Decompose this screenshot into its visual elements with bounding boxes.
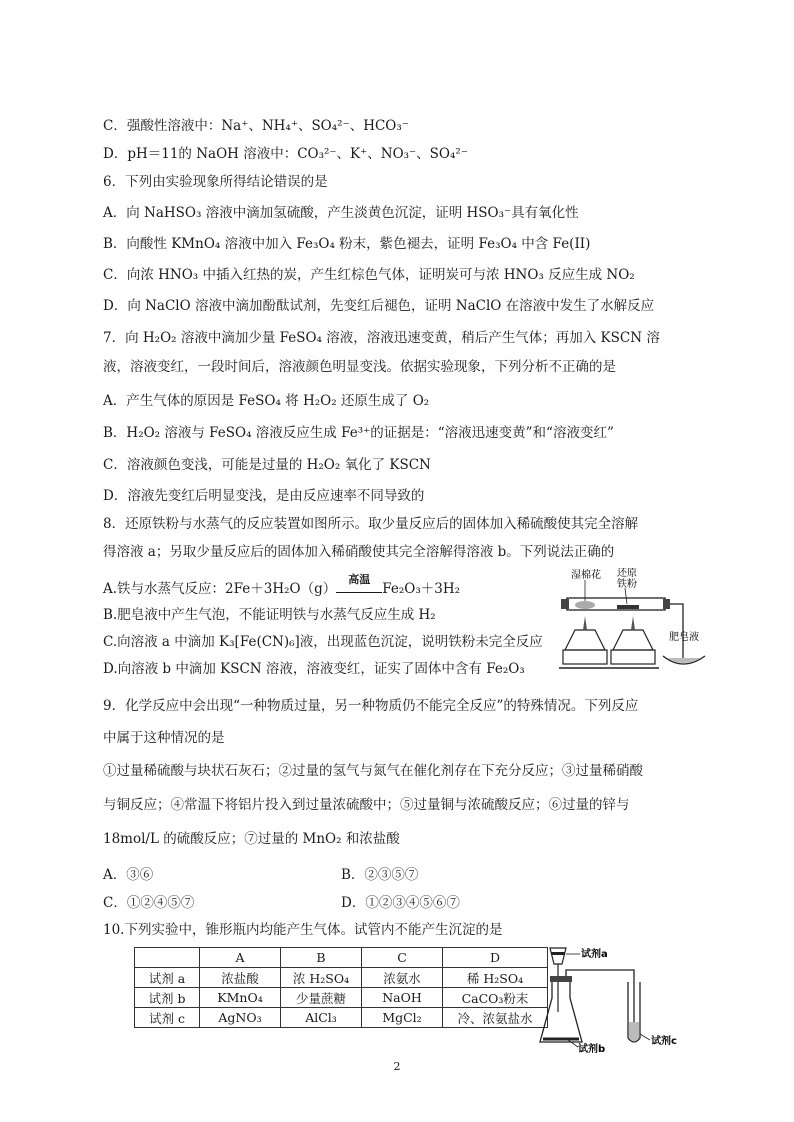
flask-test-tube-apparatus-figure [538,942,698,1054]
q7-stem-line1: 7．向 H₂O₂ 溶液中滴加少量 FeSO₄ 溶液，溶液迅速变黄，稍后产生气体；再加入 KSCN 溶 [103,330,660,346]
q9-option-a: A．③⑥ [103,867,154,883]
delivery-tube [566,970,634,1034]
label-reagent-b: 试剂b [578,1044,606,1054]
funnel-stopcock [551,952,565,955]
alcohol-lamp-right [613,630,653,650]
q8-stem-line1: 8．还原铁粉与水蒸气的反应装置如图所示。取少量反应后的固体加入稀硫酸使其完全溶解 [103,516,639,532]
label-iron-powder-1: 还原 [617,568,637,579]
conical-flask [540,980,582,1042]
q8-option-c: C.向溶液 a 中滴加 K₃[Fe(CN)₆]液，出现蓝色沉淀，说明铁粉未完全反应 [103,634,543,650]
q5-option-c: C．强酸性溶液中：Na⁺、NH₄⁺、SO₄²⁻、HCO₃⁻ [103,118,409,134]
label-iron-powder-2: 铁粉 [617,579,637,590]
q7-option-d: D．溶液先变红后明显变浅，是由反应速率不同导致的 [103,488,425,504]
q5-option-d: D．pH＝11的 NaOH 溶液中：CO₃²⁻、K⁺、NO₃⁻、SO₄²⁻ [103,146,468,162]
table-row [135,968,548,988]
stopper-right [663,599,670,609]
q6-option-b: B．向酸性 KMnO₄ 溶液中加入 Fe₃O₄ 粉末，紫色褪去，证明 Fe₃O₄ 中含 Fe(II) [103,236,591,252]
flame-right [631,616,635,630]
q6-option-c: C．向浓 HNO₃ 中插入红热的炭，产生红棕色气体，证明炭可与浓 HNO₃ 反应生成 NO₂ [103,267,635,283]
q6-stem: 6．下列由实验现象所得结论错误的是 [103,174,328,190]
table-header-cell: C [362,948,443,968]
q9-option-d: D．①②③④⑤⑥⑦ [341,895,460,911]
table-cell: 浓氨水 [362,968,443,988]
table-cell: 浓 H₂SO₄ [281,968,362,988]
stand-left [563,650,607,664]
q6-option-a: A．向 NaHSO₃ 溶液中滴加氢硫酸，产生淡黄色沉淀，证明 HSO₃⁻具有氧化性 [103,205,579,221]
table-cell: MgCl₂ [362,1008,443,1028]
table-header-row [135,948,548,968]
table-cell: 试剂 a [135,968,200,988]
page-number: 2 [393,1060,401,1073]
q8-stem-line2: 得溶液 a；另取少量反应后的固体加入稀硝酸使其完全溶解得溶液 b。下列说法正确的 [103,544,615,560]
table-header-cell: D [443,948,548,968]
q8-option-d: D.向溶液 b 中滴加 KSCN 溶液，溶液变红，证实了固体中含有 Fe₂O₃ [103,661,525,677]
stopper-left [561,599,569,609]
flame-left [583,616,587,630]
q9-option-b: B．②③⑤⑦ [341,867,419,883]
alcohol-lamp-left [565,630,605,650]
q7-option-c: C．溶液颜色变浅，可能是过量的 H₂O₂ 氧化了 KSCN [103,457,431,473]
q6-option-d: D．向 NaClO 溶液中滴加酚酞试剂，先变红后褪色，证明 NaClO 在溶液中发生了水解反应 [103,298,655,314]
q9-list-line2: 与铜反应；④常温下将铝片投入到过量浓硫酸中；⑤过量铜与浓硫酸反应；⑥过量的锌与 [103,797,630,813]
table-cell: 试剂 b [135,988,200,1008]
table-header-cell: A [200,948,281,968]
q9-stem-line2: 中属于这种情况的是 [103,730,225,746]
q9-list-line3: 18mol/L 的硫酸反应；⑦过量的 MnO₂ 和浓盐酸 [103,831,400,847]
stand-right [611,650,655,664]
label-reagent-c: 试剂c [651,1036,677,1047]
wet-cotton [575,601,595,609]
q10-stem: 10.下列实验中，锥形瓶内均能产生气体。试管内不能产生沉淀的是 [103,922,503,938]
iron-powder [617,605,639,609]
label-soap-solution: 肥皂液 [669,632,699,643]
q7-option-a: A．产生气体的原因是 FeSO₄ 将 H₂O₂ 还原生成了 O₂ [103,393,430,409]
table-cell: NaOH [362,988,443,1008]
reaction-condition [336,573,382,593]
table-cell: AlCl₃ [281,1008,362,1028]
separatory-funnel [550,948,566,964]
q7-stem-line2: 液，溶液变红，一段时间后，溶液颜色明显变浅。依据实验现象，下列分析不正确的是 [103,359,616,375]
table-cell: KMnO₄ [200,988,281,1008]
table-header-cell [135,948,200,968]
iron-steam-apparatus-figure [555,568,715,678]
q9-list-line1: ①过量稀硫酸与块状石灰石；②过量的氢气与氮气在催化剂存在下充分反应；③过量稀硝酸 [103,763,643,779]
q9-option-c: C．①②④⑤⑦ [103,895,195,911]
q8-option-a-right: Fe₂O₃＋3H₂ [382,581,461,597]
table-cell: 少量蔗糖 [281,988,362,1008]
q9-stem-line1: 9．化学反应中会出现“一种物质过量，另一种物质仍不能完全反应”的特殊情况。下列反应 [103,698,639,714]
table-header-cell: B [281,948,362,968]
table-cell: 冷、浓氨盐水 [443,1008,548,1028]
label-wet-cotton: 湿棉花 [571,570,601,581]
q8-option-b: B.肥皂液中产生气泡，不能证明铁与水蒸气反应生成 H₂ [103,607,436,623]
flask-stopper [550,976,572,982]
q8-option-a-left: A.铁与水蒸气反应：2Fe＋3H₂O（g） [103,581,337,597]
table-cell: CaCO₃粉末 [443,988,548,1008]
q7-option-b: B．H₂O₂ 溶液与 FeSO₄ 溶液反应生成 Fe³⁺的证据是：“溶液迅速变黄”和“溶液变红” [103,425,614,441]
q8-option-a [103,573,461,598]
table-cell: 试剂 c [135,1008,200,1028]
table-cell: 稀 H₂SO₄ [443,968,548,988]
label-reagent-a: 试剂a [581,949,608,960]
table-row [135,988,548,1008]
table-cell: AgNO₃ [200,1008,281,1028]
table-cell: 浓盐酸 [200,968,281,988]
q10-reagent-table [134,947,548,1028]
reagent-c-liquid [629,1022,639,1041]
table-row [135,1008,548,1028]
reaction-condition-label: 高温 [348,573,371,586]
